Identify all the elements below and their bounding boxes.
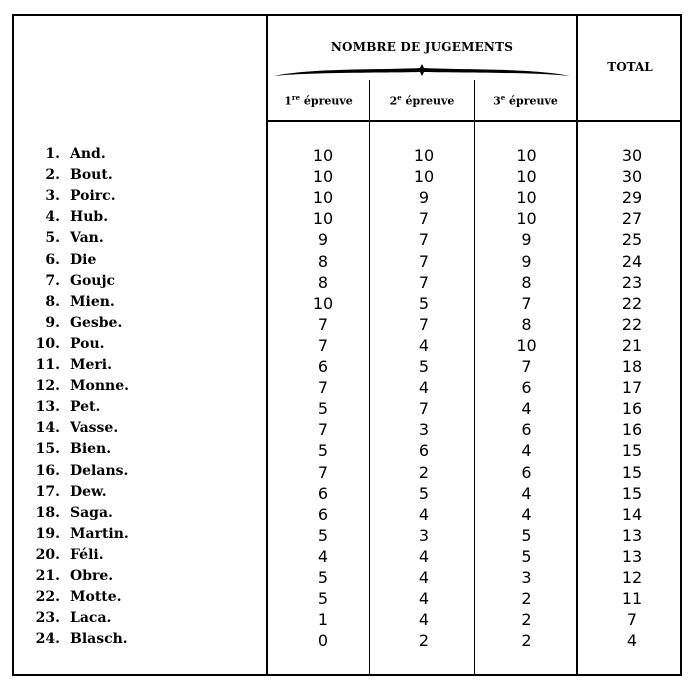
- epreuve-1-value: 5: [317, 525, 329, 545]
- epreuve-3-value: 8: [521, 272, 532, 292]
- candidate-name: Blasch.: [70, 631, 128, 648]
- table-row: [14, 547, 680, 568]
- rank-label: 12.: [35, 378, 60, 395]
- table-row: [14, 188, 680, 209]
- total-value: 18: [621, 357, 643, 376]
- table-row: [14, 484, 680, 505]
- epreuve-1-value: 8: [317, 251, 329, 271]
- candidate-name: Goujc: [70, 272, 116, 289]
- total-value: 13: [621, 525, 643, 545]
- candidate-name: Van.: [70, 230, 104, 247]
- epreuve-1-value: 5: [317, 568, 329, 587]
- rank-label: 18.: [35, 504, 60, 521]
- epreuve-2-value: 4: [418, 504, 430, 524]
- table-row: [14, 420, 680, 441]
- table-row: [14, 357, 680, 378]
- epreuve-2-value: 4: [418, 378, 430, 398]
- candidate-name: Vasse.: [70, 420, 119, 437]
- candidate-name: Martin.: [70, 525, 129, 542]
- epreuve-3-value: 2: [521, 610, 532, 630]
- brace-ornament: [272, 64, 572, 78]
- epreuve-2-value: 4: [418, 568, 430, 587]
- rank-label: 6.: [45, 251, 60, 268]
- header-epreuve-3: 3e épreuve: [493, 93, 558, 108]
- epreuve-3-value: 3: [521, 568, 532, 587]
- candidate-name: Bien.: [70, 441, 112, 458]
- table-row: [14, 252, 680, 273]
- epreuve-1-value: 10: [312, 209, 334, 229]
- epreuve-1-value: 8: [317, 272, 329, 292]
- epreuve-2-value: 9: [418, 188, 430, 208]
- header-group-title: NOMBRE DE JUGEMENTS: [330, 40, 514, 54]
- header-rule: [266, 120, 680, 122]
- epreuve-2-value: 5: [418, 483, 430, 503]
- total-value: 14: [621, 504, 643, 524]
- candidate-name: Bout.: [70, 167, 113, 184]
- epreuve-1-value: 5: [317, 589, 329, 609]
- rank-label: 11.: [35, 357, 60, 373]
- epreuve-1-value: 10: [312, 167, 334, 187]
- epreuve-2-value: 7: [418, 209, 430, 229]
- epreuve-3-value: 4: [521, 399, 532, 419]
- epreuve-3-value: 9: [521, 230, 532, 250]
- table-row: [14, 167, 680, 188]
- rank-label: 16.: [35, 462, 60, 479]
- candidate-name: Laca.: [70, 610, 112, 627]
- epreuve-1-value: 7: [317, 378, 329, 398]
- epreuve-2-value: 7: [418, 251, 430, 271]
- rank-label: 5.: [45, 230, 60, 247]
- epreuve-3-value: 6: [521, 462, 532, 482]
- epreuve-1-value: 5: [317, 399, 329, 419]
- epreuve-1-value: 4: [317, 546, 329, 566]
- rank-label: 17.: [35, 483, 60, 500]
- rank-label: 14.: [35, 420, 60, 437]
- epreuve-2-value: 7: [418, 399, 430, 419]
- epreuve-2-value: 7: [418, 272, 430, 292]
- epreuve-3-value: 6: [521, 378, 532, 398]
- rank-label: 21.: [35, 568, 60, 584]
- candidate-name: Saga.: [70, 504, 113, 521]
- table-row: [14, 631, 680, 652]
- rank-label: 13.: [35, 399, 60, 416]
- epreuve-3-value: 4: [521, 483, 532, 503]
- candidate-name: Monne.: [70, 378, 129, 395]
- epreuve-2-value: 10: [413, 167, 435, 187]
- total-value: 4: [626, 631, 638, 651]
- table-row: [14, 526, 680, 547]
- candidate-name: Pet.: [70, 399, 101, 416]
- total-value: 11: [621, 589, 643, 609]
- epreuve-2-value: 5: [418, 357, 430, 376]
- epreuve-1-value: 6: [317, 504, 329, 524]
- rank-label: 10.: [35, 335, 60, 352]
- epreuve-1-value: 7: [317, 314, 329, 334]
- rank-label: 23.: [35, 610, 60, 627]
- header-total: TOTAL: [607, 60, 653, 74]
- rank-label: 2.: [45, 167, 60, 184]
- header-epreuve-2: 2e épreuve: [389, 93, 455, 108]
- total-value: 15: [621, 483, 643, 503]
- epreuve-3-value: 10: [516, 188, 537, 208]
- epreuve-3-value: 9: [521, 251, 532, 271]
- table-row: [14, 610, 680, 631]
- total-value: 23: [621, 272, 643, 292]
- epreuve-3-value: 6: [521, 420, 532, 440]
- candidate-name: Poirc.: [70, 188, 116, 205]
- epreuve-3-value: 2: [521, 631, 532, 651]
- total-value: 30: [621, 146, 643, 165]
- candidate-name: Pou.: [70, 335, 105, 352]
- epreuve-2-value: 4: [418, 335, 430, 355]
- epreuve-2-value: 3: [418, 420, 430, 440]
- epreuve-2-value: 4: [418, 546, 430, 566]
- table-row: [14, 209, 680, 230]
- epreuve-3-value: 4: [521, 504, 532, 524]
- rank-label: 19.: [35, 525, 60, 542]
- epreuve-1-value: 6: [317, 483, 329, 503]
- epreuve-3-value: 7: [521, 357, 532, 376]
- total-value: 17: [621, 378, 643, 398]
- epreuve-3-value: 10: [516, 167, 537, 187]
- epreuve-1-value: 10: [312, 293, 334, 313]
- epreuve-2-value: 7: [418, 230, 430, 250]
- total-value: 15: [621, 441, 643, 461]
- rank-label: 4.: [45, 209, 60, 226]
- rank-label: 24.: [35, 631, 60, 648]
- epreuve-2-value: 4: [418, 610, 430, 630]
- total-value: 16: [621, 420, 643, 440]
- total-value: 24: [621, 251, 643, 271]
- rank-label: 20.: [35, 546, 60, 563]
- rank-label: 8.: [45, 293, 60, 310]
- total-value: 22: [621, 293, 643, 313]
- table-row: [14, 568, 680, 589]
- table-row: [14, 315, 680, 336]
- candidate-name: Obre.: [70, 568, 114, 584]
- total-value: 13: [621, 546, 643, 566]
- epreuve-1-value: 10: [312, 188, 334, 208]
- total-value: 21: [621, 335, 643, 355]
- table-row: [14, 589, 680, 610]
- total-value: 7: [626, 610, 638, 630]
- epreuve-2-value: 4: [418, 589, 430, 609]
- epreuve-3-value: 7: [521, 293, 532, 313]
- candidate-name: Motte.: [70, 589, 122, 606]
- rank-label: 3.: [45, 188, 60, 205]
- total-value: 16: [621, 399, 643, 419]
- total-value: 12: [621, 568, 643, 587]
- epreuve-3-value: 5: [521, 546, 532, 566]
- table-row: [14, 441, 680, 462]
- rank-label: 15.: [35, 441, 60, 458]
- candidate-name: Dew.: [70, 483, 107, 500]
- epreuve-1-value: 7: [317, 335, 329, 355]
- results-table: [12, 14, 682, 676]
- table-row: [14, 336, 680, 357]
- epreuve-2-value: 5: [418, 293, 430, 313]
- epreuve-2-value: 2: [418, 462, 430, 482]
- rank-label: 7.: [45, 272, 60, 289]
- epreuve-1-value: 0: [317, 631, 329, 651]
- epreuve-1-value: 7: [317, 420, 329, 440]
- table-row: [14, 230, 680, 251]
- total-value: 25: [621, 230, 643, 250]
- rank-label: 1.: [45, 146, 60, 162]
- epreuve-3-value: 10: [516, 146, 537, 165]
- epreuve-1-value: 1: [317, 610, 329, 630]
- epreuve-1-value: 7: [317, 462, 329, 482]
- epreuve-3-value: 8: [521, 314, 532, 334]
- epreuve-3-value: 4: [521, 441, 532, 461]
- table-row: [14, 399, 680, 420]
- total-value: 27: [621, 209, 643, 229]
- candidate-name: Hub.: [70, 209, 109, 226]
- epreuve-2-value: 10: [413, 146, 435, 165]
- rank-label: 9.: [45, 314, 60, 331]
- table-row: [14, 505, 680, 526]
- epreuve-1-value: 6: [317, 357, 329, 376]
- epreuve-2-value: 3: [418, 525, 430, 545]
- epreuve-3-value: 10: [516, 335, 537, 355]
- epreuve-1-value: 10: [312, 146, 334, 165]
- candidate-name: Féli.: [70, 546, 104, 563]
- candidate-name: Gesbe.: [70, 314, 123, 331]
- table-row: [14, 463, 680, 484]
- epreuve-3-value: 5: [521, 525, 532, 545]
- candidate-name: And.: [70, 146, 106, 162]
- epreuve-2-value: 6: [418, 441, 430, 461]
- epreuve-2-value: 7: [418, 314, 430, 334]
- epreuve-1-value: 5: [317, 441, 329, 461]
- epreuve-3-value: 2: [521, 589, 532, 609]
- table-row: [14, 146, 680, 167]
- candidate-name: Delans.: [70, 462, 129, 479]
- candidate-name: Die: [70, 251, 97, 268]
- total-value: 22: [621, 314, 643, 334]
- table-row: [14, 378, 680, 399]
- table-row: [14, 273, 680, 294]
- table-row: [14, 294, 680, 315]
- epreuve-2-value: 2: [418, 631, 430, 651]
- header-epreuve-1: 1re épreuve: [284, 93, 353, 108]
- total-value: 30: [621, 167, 643, 187]
- candidate-name: Meri.: [70, 357, 112, 373]
- candidate-name: Mien.: [70, 293, 115, 310]
- total-value: 15: [621, 462, 643, 482]
- epreuve-3-value: 10: [516, 209, 537, 229]
- total-value: 29: [621, 188, 643, 208]
- rank-label: 22.: [35, 589, 60, 606]
- epreuve-1-value: 9: [317, 230, 329, 250]
